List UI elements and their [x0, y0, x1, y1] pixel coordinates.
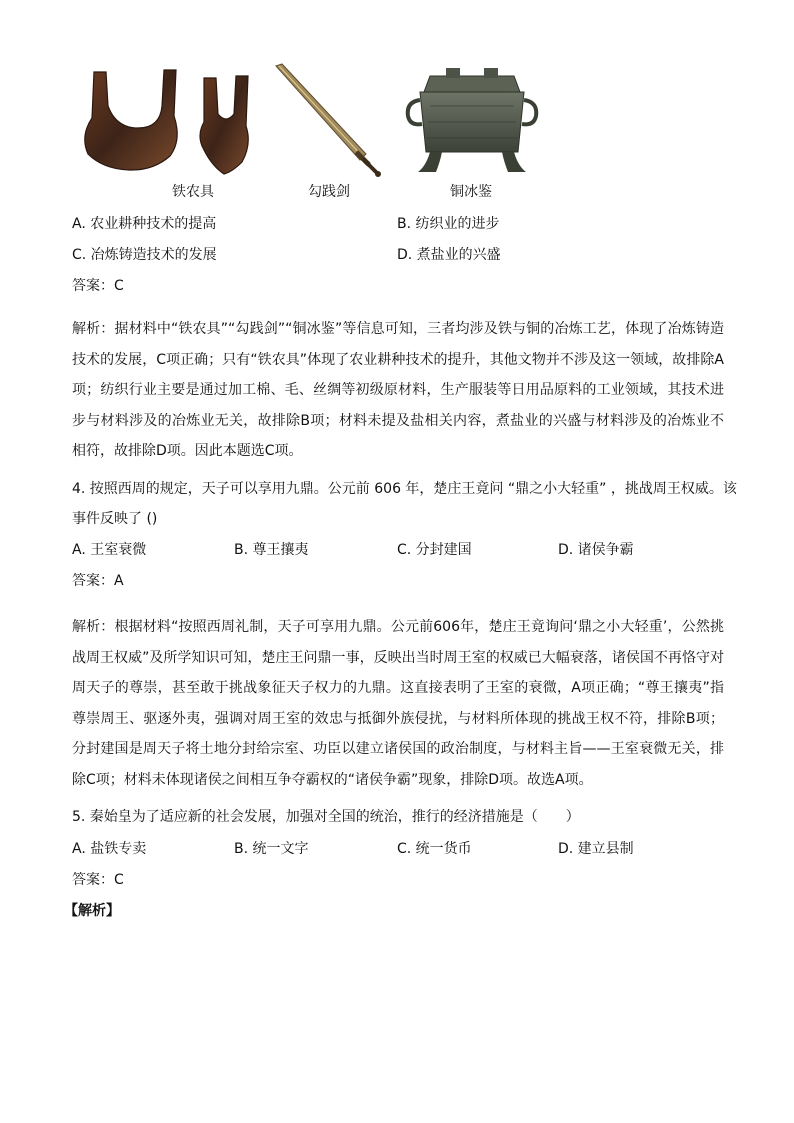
q3-option-a: A. 农业耕种技术的提高: [72, 216, 217, 232]
q3-option-c: C. 冶炼铸造技术的发展: [72, 247, 217, 263]
caption-bronze-ice-container: 铜冰鉴: [450, 184, 492, 200]
q4-option-d: D. 诸侯争霸: [558, 542, 634, 558]
q5-answer: 答案：C: [72, 872, 124, 888]
q4-option-b: B. 尊王攘夷: [234, 542, 309, 558]
q5-option-c: C. 统一货币: [397, 841, 472, 857]
q4-option-a: A. 王室衰微: [72, 542, 147, 558]
q4-option-c: C. 分封建国: [397, 542, 472, 558]
iron-farm-tools-image: [76, 66, 276, 178]
q3-analysis: 解析：据材料中“铁农具”“勾践剑”“铜冰鉴”等信息可知，三者均涉及铁与铜的冶炼工艺，体现了冶炼铸造技术的发展，C项正确；只有“铁农具”体现了农业耕种技术的提升，其他文物并不涉及这一领域，故排除A项；纺织行业主要是通过加工棉、毛、丝绸等初级原材料，生产服装等日用品原料的工业领域，其技术进步与材料涉及的冶炼业无关，故排除B项；材料未提及盐相关内容，煮盐业的兴盛与材料涉及的冶炼业不相符，故排除D项。因此本题选C项。: [72, 321, 724, 459]
goujian-sword-image: [270, 62, 390, 178]
q5-option-a: A. 盐铁专卖: [72, 841, 147, 857]
q3-option-b: B. 纺织业的进步: [397, 216, 500, 232]
q4-stem-line2: 事件反映了 (): [72, 511, 158, 527]
q5-option-b: B. 统一文字: [234, 841, 309, 857]
q4-analysis: 解析：根据材料“按照西周礼制，天子可享用九鼎。公元前606年，楚庄王竟询问‘鼎之小大轻重’，公然挑战周王权威”及所学知识可知，楚庄王问鼎一事，反映出当时周王室的权威已大幅衰落，诸侯国不再恪守对周天子的尊崇，甚至敢于挑战象征天子权力的九鼎。这直接表明了王室的衰微，A项正确；“尊王攘夷”指尊崇周王、驱逐外夷，强调对周王室的效忠与抵御外族侵扰，与材料所体现的挑战王权不符，排除B项；分封建国是周天子将土地分封给宗室、功臣以建立诸侯国的政治制度，与材料主旨——王室衰微无关，排除C项；材料未体现诸侯之间相互争夺霸权的“诸侯争霸”现象，排除D项。故选A项。: [72, 619, 724, 788]
q5-option-d: D. 建立县制: [558, 841, 634, 857]
caption-iron-farm-tools: 铁农具: [172, 184, 214, 200]
q4-stem-line1: 4. 按照西周的规定，天子可以享用九鼎。公元前 606 年，楚庄王竟问 “鼎之小大轻重” ，挑战周王权威。该: [72, 481, 737, 497]
q5-analysis-label: 【解析】: [64, 903, 120, 919]
q4-answer: 答案：A: [72, 573, 124, 589]
figure-row: [72, 60, 552, 210]
bronze-ice-container-image: [400, 66, 544, 178]
q3-option-d: D. 煮盐业的兴盛: [397, 247, 501, 263]
q5-stem: 5. 秦始皇为了适应新的社会发展，加强对全国的统治，推行的经济措施是（ ）: [72, 809, 580, 825]
q3-answer: 答案：C: [72, 278, 124, 294]
caption-goujian-sword: 勾践剑: [308, 184, 350, 200]
